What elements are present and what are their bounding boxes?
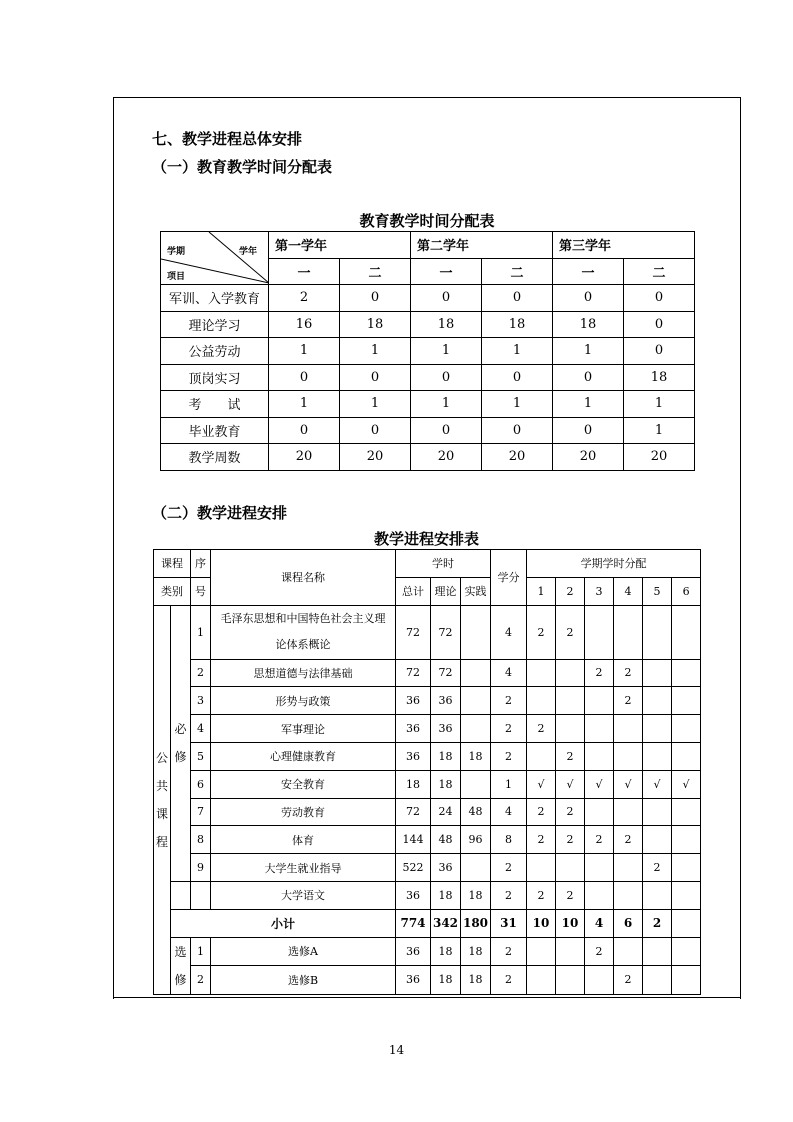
seq-cell: 2 <box>191 966 211 995</box>
blank-group-cell <box>171 881 191 909</box>
sem-cell <box>672 605 701 659</box>
total-cell: 522 <box>396 854 431 882</box>
cell: 1 <box>624 391 695 418</box>
total-cell: 36 <box>396 937 431 966</box>
semester-header: 二 <box>340 258 411 285</box>
credit-cell: 2 <box>491 881 527 909</box>
cell: 16 <box>269 311 340 338</box>
table-row <box>154 826 701 854</box>
sem-cell: 6 <box>614 909 643 937</box>
sem-cell: 2 <box>614 966 643 995</box>
seq-cell: 6 <box>191 770 211 798</box>
course-name-cell: 形势与政策 <box>211 687 396 715</box>
sem-cell <box>585 715 614 743</box>
sem-cell <box>585 966 614 995</box>
sem-cell <box>672 909 701 937</box>
seq-cell: 4 <box>191 715 211 743</box>
cell: 1 <box>624 417 695 444</box>
sem-cell <box>556 966 585 995</box>
semester-header: 2 <box>556 577 585 605</box>
course-name-header: 课程名称 <box>211 550 396 606</box>
practice-cell: 18 <box>461 881 491 909</box>
credit-cell: 8 <box>491 826 527 854</box>
semester-header: 5 <box>643 577 672 605</box>
semester-header: 4 <box>614 577 643 605</box>
sem-cell: 2 <box>614 826 643 854</box>
seq-cell: 1 <box>191 937 211 966</box>
semester-distribution-header: 学期学时分配 <box>527 550 701 578</box>
sem-cell: 2 <box>527 605 556 659</box>
sem-cell <box>672 715 701 743</box>
total-cell: 774 <box>396 909 431 937</box>
credit-cell: 2 <box>491 937 527 966</box>
course-name-cell: 选修B <box>211 966 396 995</box>
practice-cell <box>461 605 491 659</box>
table-row <box>154 854 701 882</box>
seq-cell <box>191 881 211 909</box>
sem-cell: 2 <box>556 881 585 909</box>
practice-hours-header: 实践 <box>461 577 491 605</box>
page-number: 14 <box>388 1043 405 1057</box>
semester-header: 3 <box>585 577 614 605</box>
public-course-category <box>154 605 171 994</box>
sem-cell <box>614 742 643 770</box>
theory-cell: 36 <box>431 854 461 882</box>
seq-cell: 5 <box>191 742 211 770</box>
cell: 0 <box>340 417 411 444</box>
total-cell: 144 <box>396 826 431 854</box>
total-cell: 36 <box>396 881 431 909</box>
total-cell: 36 <box>396 687 431 715</box>
sem-cell: 2 <box>614 687 643 715</box>
category-char: 共 <box>155 778 168 793</box>
cell: 20 <box>340 444 411 471</box>
table-row <box>154 798 701 826</box>
sem-cell <box>643 659 672 687</box>
sem-cell: 2 <box>585 659 614 687</box>
row-label: 军训、入学教育 <box>161 285 269 312</box>
teaching-schedule-table <box>153 549 701 995</box>
sem-cell <box>672 659 701 687</box>
credit-cell: 2 <box>491 742 527 770</box>
table-row <box>161 417 695 444</box>
table1-caption: 教育教学时间分配表 <box>359 212 495 230</box>
subtotal-label: 小计 <box>171 909 396 937</box>
table-row <box>154 966 701 995</box>
row-label: 公益劳动 <box>161 338 269 365</box>
sem-cell <box>672 798 701 826</box>
hours-header: 学时 <box>396 550 491 578</box>
sem-cell <box>585 742 614 770</box>
cell: 20 <box>411 444 482 471</box>
semester-header: 一 <box>269 258 340 285</box>
sem-cell <box>585 881 614 909</box>
cell: 0 <box>482 364 553 391</box>
elective-group-label <box>171 937 191 994</box>
cell: 1 <box>411 338 482 365</box>
total-cell: 72 <box>396 605 431 659</box>
sem-cell <box>672 881 701 909</box>
practice-cell <box>461 659 491 687</box>
sem-cell <box>556 659 585 687</box>
cell: 20 <box>482 444 553 471</box>
course-name-cell: 思想道德与法律基础 <box>211 659 396 687</box>
table-row <box>154 659 701 687</box>
group-char: 修 <box>174 750 187 765</box>
practice-cell <box>461 770 491 798</box>
table-row <box>161 444 695 471</box>
group-char: 选 <box>174 944 187 959</box>
sem-cell <box>527 854 556 882</box>
year-header: 第一学年 <box>269 232 411 259</box>
cell: 18 <box>624 364 695 391</box>
semester-header: 6 <box>672 577 701 605</box>
cell: 0 <box>553 417 624 444</box>
corner-item-label: 项目 <box>167 272 186 282</box>
category-header: 课程 <box>154 550 191 578</box>
table-row <box>154 937 701 966</box>
credit-cell: 1 <box>491 770 527 798</box>
cell: 0 <box>411 285 482 312</box>
row-label: 理论学习 <box>161 311 269 338</box>
practice-cell: 18 <box>461 742 491 770</box>
cell: 2 <box>269 285 340 312</box>
theory-hours-header: 理论 <box>431 577 461 605</box>
sem-cell: 2 <box>556 826 585 854</box>
sem-cell <box>556 937 585 966</box>
category-char: 程 <box>155 834 168 849</box>
sem-cell <box>672 742 701 770</box>
sem-cell <box>643 715 672 743</box>
theory-cell: 342 <box>431 909 461 937</box>
group-char: 修 <box>174 972 187 987</box>
table-row <box>154 770 701 798</box>
cell: 1 <box>340 338 411 365</box>
credit-cell: 4 <box>491 798 527 826</box>
table-row <box>154 742 701 770</box>
sem-cell <box>643 742 672 770</box>
cell: 18 <box>553 311 624 338</box>
table-row <box>154 687 701 715</box>
sem-cell <box>614 715 643 743</box>
practice-cell: 18 <box>461 966 491 995</box>
cell: 20 <box>624 444 695 471</box>
sem-cell: √ <box>643 770 672 798</box>
total-cell: 72 <box>396 798 431 826</box>
required-group-label <box>171 605 191 881</box>
theory-cell: 18 <box>431 770 461 798</box>
sem-cell: 2 <box>527 881 556 909</box>
table-row <box>161 338 695 365</box>
corner-semester-label: 学期 <box>167 247 186 257</box>
course-name-cell: 劳动教育 <box>211 798 396 826</box>
cell: 0 <box>340 364 411 391</box>
seq-cell: 8 <box>191 826 211 854</box>
sem-cell <box>585 605 614 659</box>
seq-cell: 7 <box>191 798 211 826</box>
sem-cell: 2 <box>643 909 672 937</box>
sem-cell <box>527 937 556 966</box>
practice-cell: 18 <box>461 937 491 966</box>
cell: 0 <box>482 417 553 444</box>
practice-cell <box>461 715 491 743</box>
cell: 18 <box>340 311 411 338</box>
sem-cell <box>643 966 672 995</box>
credit-cell: 2 <box>491 966 527 995</box>
cell: 0 <box>269 417 340 444</box>
cell: 0 <box>553 285 624 312</box>
cell: 1 <box>269 391 340 418</box>
credit-cell: 2 <box>491 715 527 743</box>
cell: 18 <box>482 311 553 338</box>
sem-cell <box>527 659 556 687</box>
total-hours-header: 总计 <box>396 577 431 605</box>
course-name-line: 论体系概论 <box>275 638 331 652</box>
sem-cell <box>614 798 643 826</box>
course-name-line: 毛泽东思想和中国特色社会主义理 <box>220 612 386 626</box>
course-name-cell: 大学语文 <box>211 881 396 909</box>
total-cell: 72 <box>396 659 431 687</box>
course-name-cell: 安全教育 <box>211 770 396 798</box>
cell: 1 <box>340 391 411 418</box>
corner-year-label: 学年 <box>239 247 258 257</box>
cell: 1 <box>553 391 624 418</box>
cell: 0 <box>411 364 482 391</box>
time-allocation-table <box>160 231 695 471</box>
seq-cell: 3 <box>191 687 211 715</box>
sem-cell <box>614 881 643 909</box>
course-name-cell: 选修A <box>211 937 396 966</box>
sem-cell: 10 <box>527 909 556 937</box>
credit-cell: 4 <box>491 605 527 659</box>
sem-cell: 10 <box>556 909 585 937</box>
theory-cell: 48 <box>431 826 461 854</box>
table-row <box>161 311 695 338</box>
sem-cell <box>556 687 585 715</box>
table-row <box>161 285 695 312</box>
credit-header: 学分 <box>491 550 527 606</box>
sem-cell: 2 <box>556 798 585 826</box>
theory-cell: 18 <box>431 937 461 966</box>
sem-cell: √ <box>556 770 585 798</box>
row-label: 毕业教育 <box>161 417 269 444</box>
theory-cell: 18 <box>431 881 461 909</box>
table2-caption: 教学进程安排表 <box>373 530 479 548</box>
table-row <box>161 364 695 391</box>
theory-cell: 72 <box>431 605 461 659</box>
table-row <box>154 605 701 659</box>
credit-cell: 2 <box>491 854 527 882</box>
sem-cell <box>614 605 643 659</box>
cell: 1 <box>553 338 624 365</box>
table-row <box>154 881 701 909</box>
sem-cell <box>614 854 643 882</box>
semester-header: 二 <box>482 258 553 285</box>
section-heading: 七、教学进程总体安排 <box>152 130 303 148</box>
sem-cell: 2 <box>614 659 643 687</box>
seq-header: 序 <box>191 550 211 578</box>
sem-cell: 2 <box>556 742 585 770</box>
sem-cell <box>672 937 701 966</box>
sem-cell: √ <box>614 770 643 798</box>
sem-cell <box>643 881 672 909</box>
sem-cell: 2 <box>556 605 585 659</box>
subsection-heading-1: （一）教育教学时间分配表 <box>152 158 333 176</box>
subsection-heading-2: （二）教学进程安排 <box>152 504 288 522</box>
cell: 0 <box>553 364 624 391</box>
category-char: 课 <box>155 806 168 821</box>
sem-cell: 2 <box>585 937 614 966</box>
category-char: 公 <box>155 750 168 765</box>
cell: 1 <box>411 391 482 418</box>
course-name-cell: 心理健康教育 <box>211 742 396 770</box>
cell: 20 <box>553 444 624 471</box>
semester-header: 一 <box>411 258 482 285</box>
practice-cell: 48 <box>461 798 491 826</box>
practice-cell: 96 <box>461 826 491 854</box>
course-name-cell: 大学生就业指导 <box>211 854 396 882</box>
group-char: 必 <box>174 722 187 737</box>
row-label: 考 试 <box>161 391 269 418</box>
total-cell: 36 <box>396 966 431 995</box>
cell: 18 <box>411 311 482 338</box>
practice-cell <box>461 687 491 715</box>
total-cell: 36 <box>396 742 431 770</box>
table-row <box>154 715 701 743</box>
sem-cell: 2 <box>643 854 672 882</box>
cell: 0 <box>411 417 482 444</box>
credit-cell: 2 <box>491 687 527 715</box>
theory-cell: 72 <box>431 659 461 687</box>
sem-cell <box>672 826 701 854</box>
total-cell: 36 <box>396 715 431 743</box>
page-frame-bottom <box>113 997 741 998</box>
sem-cell: 2 <box>527 798 556 826</box>
year-header: 第三学年 <box>553 232 695 259</box>
course-name-cell: 体育 <box>211 826 396 854</box>
semester-header: 1 <box>527 577 556 605</box>
subtotal-row <box>154 909 701 937</box>
cell: 0 <box>624 311 695 338</box>
sem-cell: 2 <box>585 826 614 854</box>
sem-cell: √ <box>672 770 701 798</box>
cell: 20 <box>269 444 340 471</box>
theory-cell: 18 <box>431 742 461 770</box>
practice-cell: 180 <box>461 909 491 937</box>
sem-cell <box>643 605 672 659</box>
semester-header: 一 <box>553 258 624 285</box>
sem-cell: 2 <box>527 826 556 854</box>
cell: 0 <box>340 285 411 312</box>
semester-header: 二 <box>624 258 695 285</box>
sem-cell <box>672 854 701 882</box>
seq-cell: 2 <box>191 659 211 687</box>
category-header-2: 类别 <box>154 577 191 605</box>
table-row <box>161 391 695 418</box>
sem-cell <box>556 854 585 882</box>
sem-cell <box>527 687 556 715</box>
row-label: 教学周数 <box>161 444 269 471</box>
table1-corner-cell <box>161 232 269 285</box>
seq-header-2: 号 <box>191 577 211 605</box>
seq-cell: 9 <box>191 854 211 882</box>
seq-cell: 1 <box>191 605 211 659</box>
total-cell: 18 <box>396 770 431 798</box>
year-header: 第二学年 <box>411 232 553 259</box>
sem-cell <box>527 742 556 770</box>
sem-cell <box>643 798 672 826</box>
cell: 0 <box>624 338 695 365</box>
sem-cell <box>585 854 614 882</box>
sem-cell: 4 <box>585 909 614 937</box>
sem-cell <box>527 966 556 995</box>
sem-cell <box>643 826 672 854</box>
sem-cell <box>585 798 614 826</box>
theory-cell: 24 <box>431 798 461 826</box>
cell: 1 <box>269 338 340 365</box>
cell: 0 <box>269 364 340 391</box>
theory-cell: 18 <box>431 966 461 995</box>
practice-cell <box>461 854 491 882</box>
sem-cell <box>672 966 701 995</box>
sem-cell: √ <box>527 770 556 798</box>
credit-cell: 31 <box>491 909 527 937</box>
cell: 0 <box>482 285 553 312</box>
course-name-cell <box>211 605 396 659</box>
sem-cell <box>672 687 701 715</box>
credit-cell: 4 <box>491 659 527 687</box>
row-label: 顶岗实习 <box>161 364 269 391</box>
sem-cell <box>585 687 614 715</box>
sem-cell: √ <box>585 770 614 798</box>
cell: 1 <box>482 338 553 365</box>
sem-cell <box>643 687 672 715</box>
cell: 0 <box>624 285 695 312</box>
sem-cell <box>614 937 643 966</box>
sem-cell <box>643 937 672 966</box>
course-name-cell: 军事理论 <box>211 715 396 743</box>
cell: 1 <box>482 391 553 418</box>
sem-cell: 2 <box>527 715 556 743</box>
sem-cell <box>556 715 585 743</box>
theory-cell: 36 <box>431 715 461 743</box>
theory-cell: 36 <box>431 687 461 715</box>
